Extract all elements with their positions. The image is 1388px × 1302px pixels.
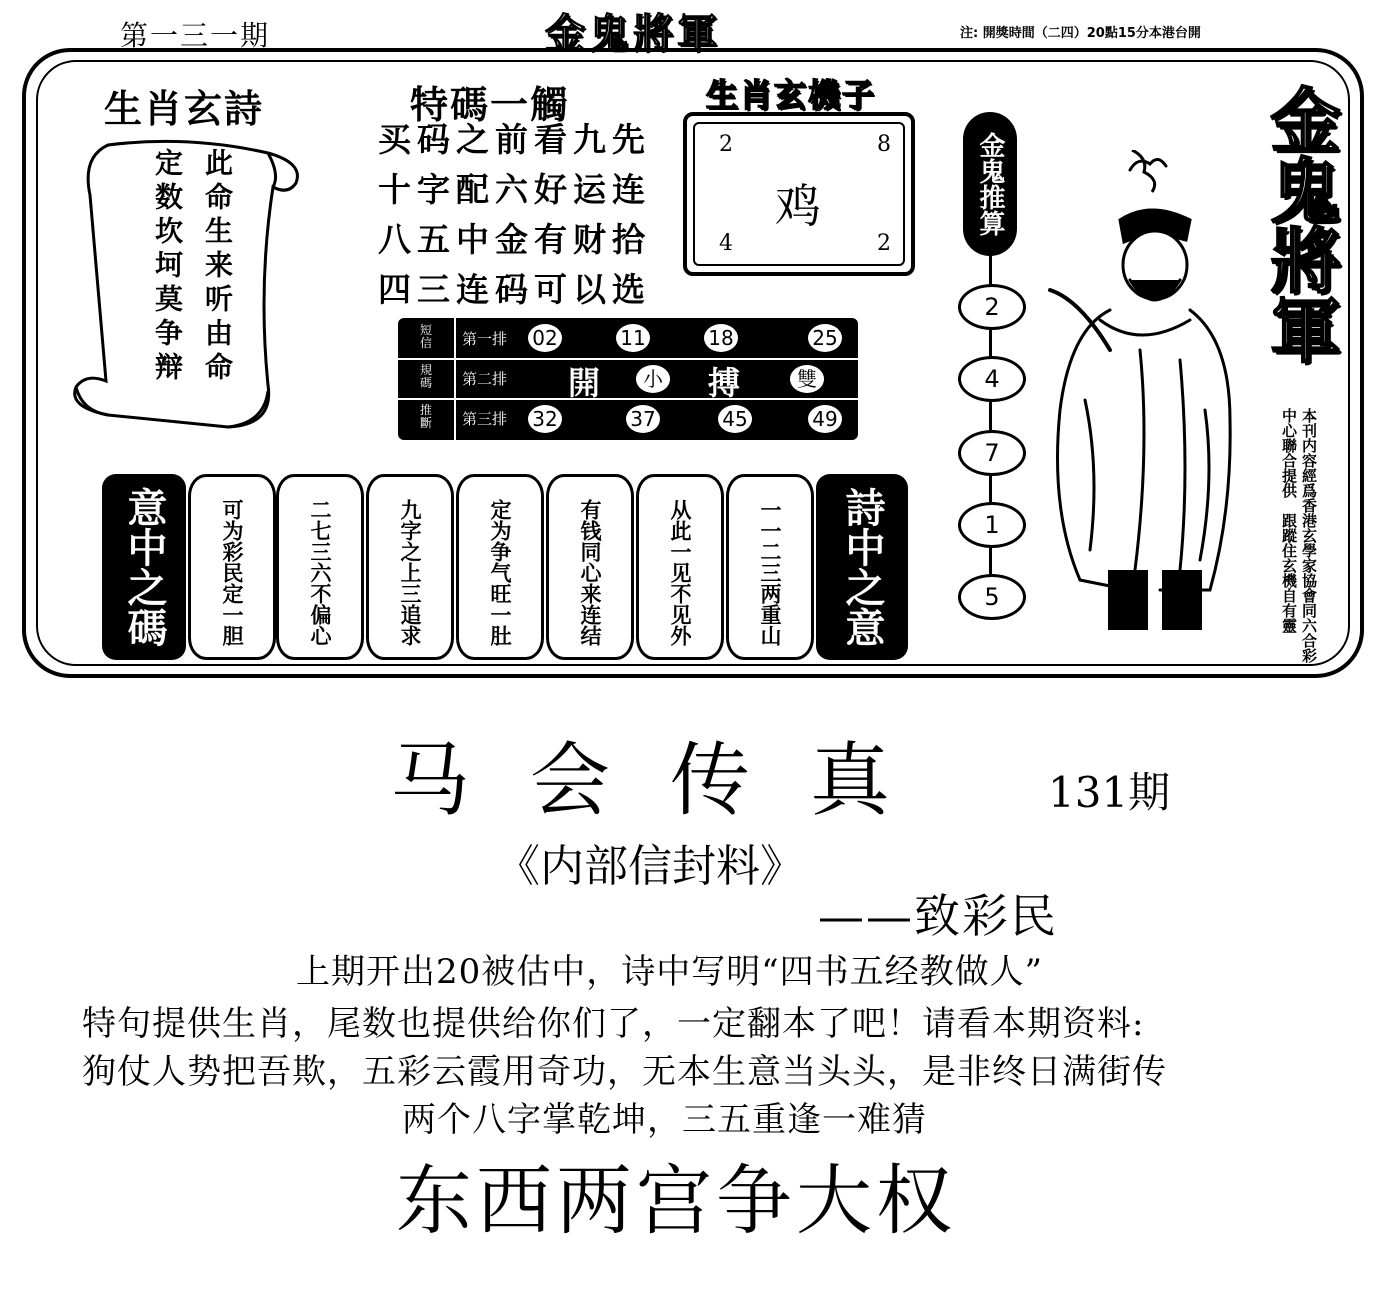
strip-6 — [636, 474, 724, 660]
row3-ball-1: 32 — [528, 405, 562, 433]
poem-line-3: 八五中金有财拾 — [378, 220, 651, 259]
scroll-line-2: 定数坎坷莫争辩 — [151, 148, 184, 386]
strip-1 — [188, 474, 276, 660]
meaning-in-poem-panel: 詩中之意 — [816, 474, 908, 660]
scroll-line-1: 此命生来听由命 — [201, 148, 234, 386]
strip-7 — [726, 474, 814, 660]
grid-top-left: 2 — [719, 132, 733, 157]
chain-number-1: 2 — [958, 284, 1026, 330]
zodiac-mystery-title: 生肖玄機子 — [706, 76, 877, 114]
poem-line-2: 十字配六好运连 — [378, 170, 651, 209]
calculation-badge: 金鬼推算 — [963, 112, 1017, 256]
grid-bottom-right: 2 — [877, 231, 891, 256]
zodiac-grid — [683, 112, 915, 276]
strip-6-text: 从此一见不见外 — [668, 499, 693, 646]
draw-time-note: 注: 開獎時間（二四）20點15分本港台開 — [960, 26, 1201, 41]
row2-big-2: 搏 — [708, 364, 741, 402]
general-figure-illustration — [1040, 150, 1250, 640]
row3-sub: 第三排 — [462, 410, 508, 428]
zodiac-poem-title: 生肖玄詩 — [104, 87, 265, 131]
masthead-title: 金鬼將軍 — [545, 10, 721, 57]
poem-line-4: 四三连码可以选 — [378, 270, 651, 309]
row3-label: 推 斷 — [419, 403, 432, 430]
grid-bottom-left: 4 — [719, 231, 733, 256]
row2-big-1: 開 — [568, 364, 601, 402]
fax-issue: 131期 — [1048, 768, 1171, 817]
row2-sub: 第二排 — [462, 370, 508, 388]
fax-line-2: 特句提供生肖，尾数也提供给你们了，一定翻本了吧！请看本期资料: — [82, 1004, 1145, 1044]
strip-5 — [546, 474, 634, 660]
row3-ball-3: 45 — [718, 405, 752, 433]
row3-ball-2: 37 — [626, 405, 660, 433]
chain-number-4: 1 — [958, 502, 1026, 548]
fax-recipient: ——致彩民 — [818, 889, 1058, 943]
strip-7-text: 一一二三两重山 — [758, 499, 783, 646]
chain-number-2: 4 — [958, 356, 1026, 402]
row1-ball-2: 11 — [616, 324, 650, 352]
row1-label: 短 信 — [419, 323, 432, 350]
side-note-line-2: 中心聯合提供 跟蹤住玄機自有靈 — [1280, 408, 1298, 633]
strip-4 — [456, 474, 544, 660]
side-note-line-1: 本刊内容經爲香港玄學家協會同六合彩 — [1300, 408, 1318, 663]
special-code-title: 特碼一觸 — [410, 82, 571, 127]
code-in-mind-panel: 意中之碼 — [102, 474, 186, 660]
chain-number-5: 5 — [958, 574, 1026, 620]
strip-4-text: 定为争气旺一肚 — [488, 499, 513, 646]
strip-5-text: 有钱同心来连结 — [578, 499, 603, 646]
issue-number: 第一三一期 — [120, 19, 271, 52]
strip-2-text: 二七三六不偏心 — [308, 499, 333, 646]
strip-3-text: 九字之上三追求 — [398, 499, 423, 646]
strip-2 — [276, 474, 364, 660]
fax-subtitle: 《内部信封料》 — [496, 841, 804, 892]
fax-line-4: 两个八字掌乾坤，三五重逢一难猜 — [402, 1100, 927, 1140]
fax-final-line: 东西两宫争大权 — [396, 1156, 956, 1245]
strip-3 — [366, 474, 454, 660]
row1-ball-3: 18 — [704, 324, 738, 352]
grid-top-right: 8 — [877, 132, 891, 157]
row2-ball-1: 小 — [636, 365, 670, 393]
poem-line-1: 买码之前看九先 — [378, 120, 651, 159]
grid-center-zodiac: 鸡 — [775, 179, 821, 233]
row1-ball-1: 02 — [528, 324, 562, 352]
number-board — [398, 318, 858, 440]
fax-line-1: 上期开出20被估中，诗中写明“四书五经教做人” — [296, 952, 1044, 992]
row1-ball-4: 25 — [808, 324, 842, 352]
strip-1-text: 可为彩民定一胆 — [220, 499, 245, 646]
row3-ball-4: 49 — [808, 405, 842, 433]
scroll-graphic — [68, 135, 304, 435]
fax-line-3: 狗仗人势把吾欺，五彩云霞用奇功，无本生意当头头，是非终日满街传 — [82, 1052, 1167, 1092]
row1-sub: 第一排 — [462, 330, 508, 348]
fax-title: 马会传真 — [390, 734, 950, 827]
side-masthead: 金鬼將軍 — [1259, 84, 1342, 364]
row2-label: 規 碼 — [419, 363, 432, 390]
chain-number-3: 7 — [958, 430, 1026, 476]
row2-ball-2: 雙 — [790, 365, 824, 393]
